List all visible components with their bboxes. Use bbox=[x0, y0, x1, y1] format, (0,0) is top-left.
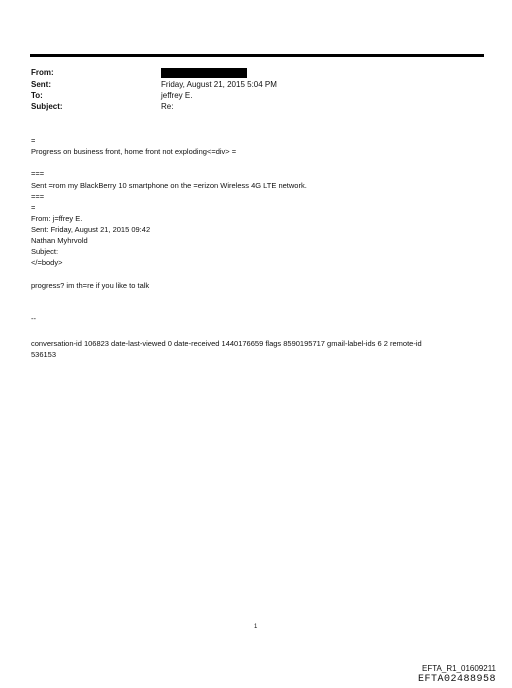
body-line: === bbox=[31, 192, 45, 201]
body-line: -- bbox=[31, 314, 36, 323]
body-line: </=body> bbox=[31, 258, 63, 267]
header-rule bbox=[30, 54, 484, 57]
body-line: Progress on business front, home front not exploding<=div> = bbox=[31, 147, 237, 156]
body-line: conversation-id 106823 date-last-viewed 0 date-received 1440176659 flags 8590195717 gmail-label-ids 6 2 remote-id bbox=[31, 339, 422, 348]
sent-value: Friday, August 21, 2015 5:04 PM bbox=[161, 80, 277, 89]
page-number: 1 bbox=[254, 624, 258, 630]
bates-number-secondary: EFTA02488958 bbox=[417, 674, 496, 685]
body-line: 536153 bbox=[31, 350, 57, 359]
body-line: = bbox=[31, 203, 36, 212]
body-line: Sent =rom my BlackBerry 10 smartphone on the =erizon Wireless 4G LTE network. bbox=[31, 181, 307, 190]
body-line: From: j=ffrey E. bbox=[31, 214, 83, 223]
body-line: Nathan Myhrvold bbox=[31, 236, 88, 245]
to-label: To: bbox=[31, 91, 43, 100]
subject-value: Re: bbox=[161, 102, 174, 111]
redaction-block bbox=[161, 68, 247, 78]
sent-label: Sent: bbox=[31, 80, 51, 89]
to-value: jeffrey E. bbox=[161, 91, 193, 100]
body-line: = bbox=[31, 136, 36, 145]
from-label: From: bbox=[31, 68, 54, 77]
body-line: Sent: Friday, August 21, 2015 09:42 bbox=[31, 225, 151, 234]
body-line: Subject: bbox=[31, 247, 59, 256]
body-line: progress? im th=re if you like to talk bbox=[31, 281, 150, 290]
bates-number-primary: EFTA_R1_01609211 bbox=[422, 664, 496, 673]
subject-label: Subject: bbox=[31, 102, 63, 111]
body-line: === bbox=[31, 169, 45, 178]
